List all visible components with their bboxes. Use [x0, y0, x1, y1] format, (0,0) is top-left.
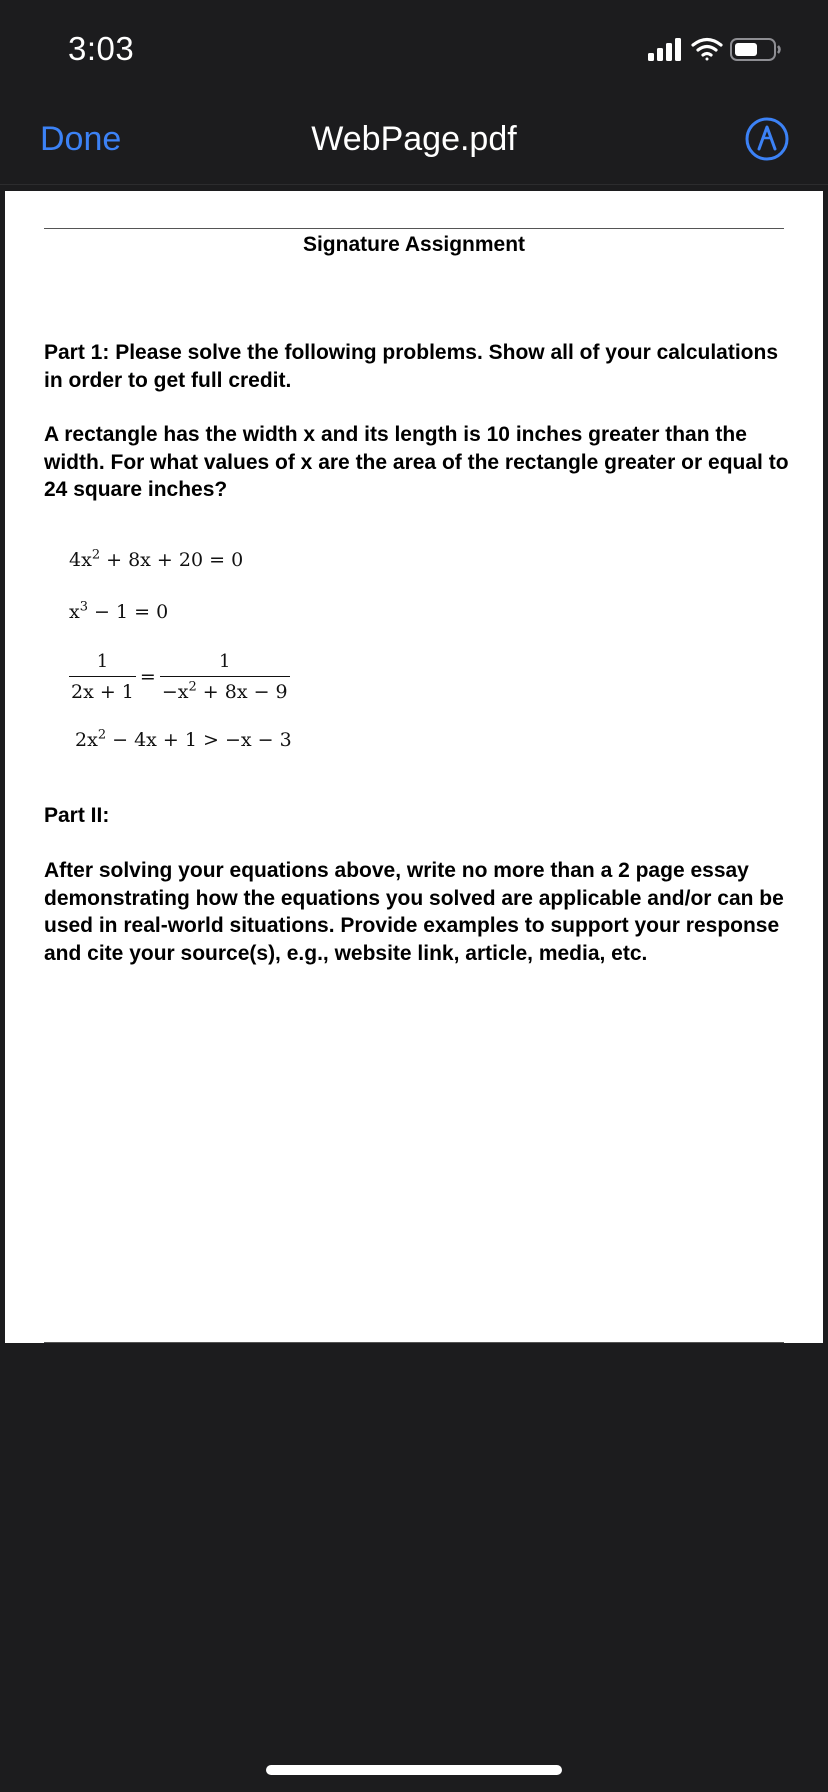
footer-divider — [44, 1342, 784, 1343]
status-bar — [0, 0, 828, 96]
header-divider — [44, 228, 784, 229]
status-time: 3:03 — [68, 30, 135, 67]
cellular-signal-icon — [648, 38, 681, 61]
status-icons — [648, 36, 798, 62]
equation-1: $4x^2 + 8x + 20 = 0$ — [69, 547, 244, 571]
assignment-title: Signature Assignment — [302, 233, 526, 256]
part2-text: After solving your equations above, write no more than a 2 page essay demonstrating how the equations you solved are applicable and/or can be used in real-world situations. Provide examples to support your response and cite your source(s), e.g., website link, article, media, etc. — [44, 859, 784, 965]
wifi-icon — [693, 40, 721, 61]
done-button[interactable]: Done — [40, 120, 122, 158]
right-fraction: $\frac{1}{-x^2 + 8x - 9}$ — [161, 651, 288, 703]
word-problem: A rectangle has the width x and its length is 10 inches greater than the width. For what values of x are the area of the rectangle greater or equal to 24 square inches? — [44, 423, 789, 501]
home-indicator[interactable] — [266, 1765, 562, 1775]
equation-2: $x^3 - 1 = 0$ — [69, 599, 169, 623]
part2-heading: Part II: — [44, 804, 110, 827]
part1-instructions: Part 1: Please solve the following problems. Show all of your calculations in order to get full credit. — [44, 341, 779, 392]
document-title: WebPage.pdf — [311, 120, 517, 158]
equation-3: $\frac{1}{2x + 1}$ = $\frac{1}{-x^2 + 8x - 9}$ — [71, 651, 288, 703]
battery-icon — [731, 39, 780, 60]
markup-pen-icon — [744, 116, 790, 162]
nav-bar — [0, 96, 828, 185]
markup-button[interactable] — [744, 116, 790, 162]
equation-4: $2x^2 - 4x + 1 > -x - 3$ — [75, 727, 292, 751]
left-fraction: $\frac{1}{2x + 1}$ — [71, 651, 134, 703]
pdf-page[interactable] — [5, 191, 823, 1343]
